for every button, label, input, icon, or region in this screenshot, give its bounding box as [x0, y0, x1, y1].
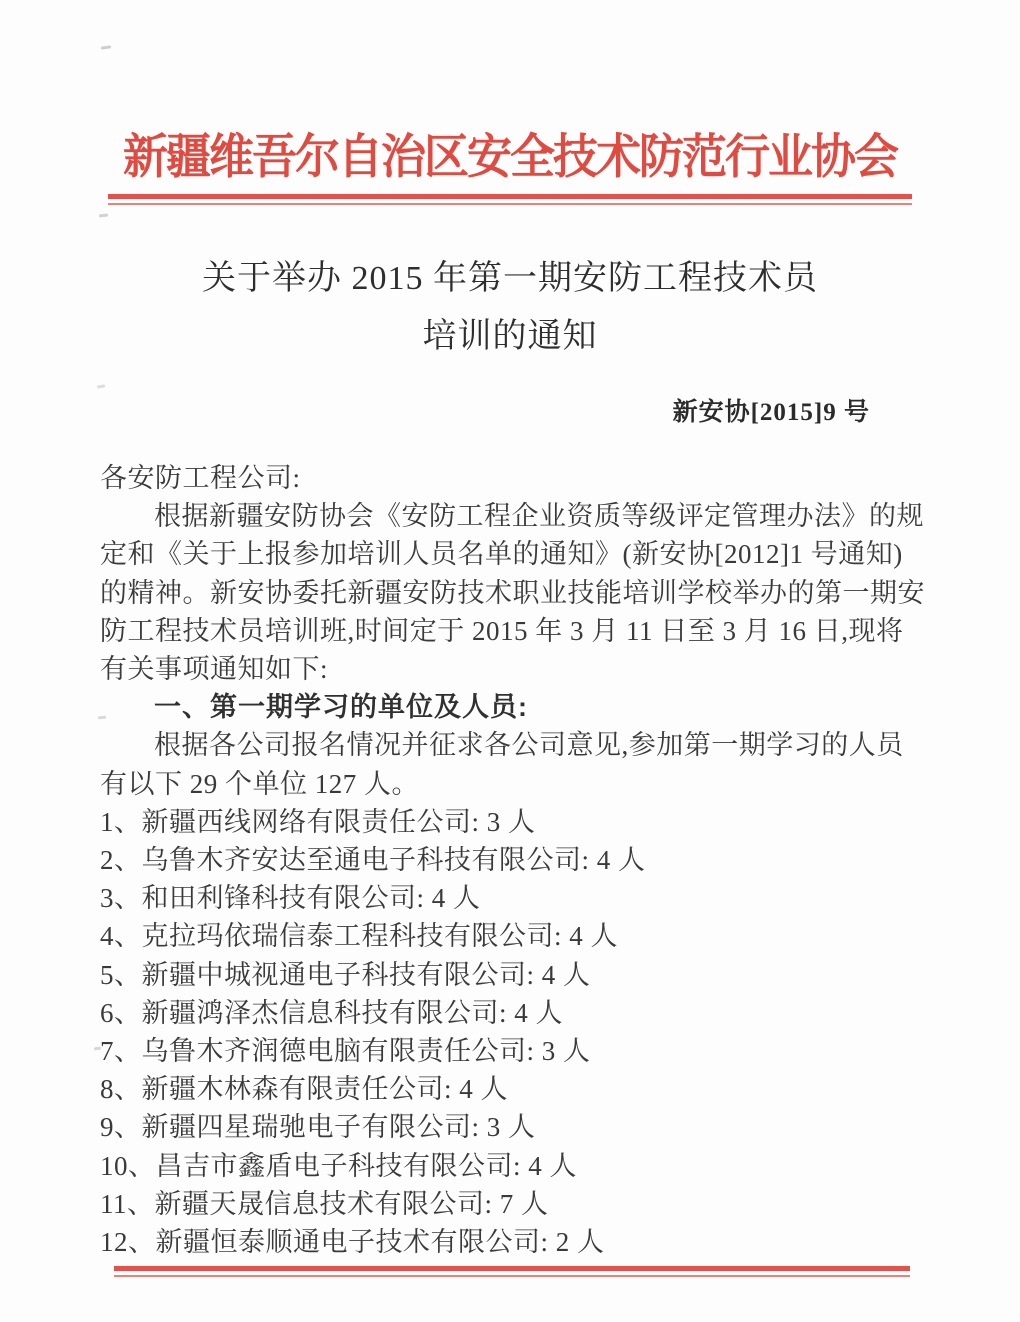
document-title-line-1: 关于举办 2015 年第一期安防工程技术员 — [202, 260, 818, 297]
list-item-12: 12、新疆恒泰顺通电子技术有限公司: 2 人 — [100, 1227, 605, 1258]
document-title-line-2: 培训的通知 — [422, 318, 598, 355]
scan-artifact — [99, 214, 108, 218]
list-item-7: 7、乌鲁木齐润德电脑有限责任公司: 3 人 — [100, 1036, 591, 1067]
list-item-9: 9、新疆四星瑞驰电子有限公司: 3 人 — [100, 1112, 536, 1143]
list-item-10: 10、昌吉市鑫盾电子科技有限公司: 4 人 — [100, 1150, 578, 1181]
list-item-11: 11、新疆天晟信息技术有限公司: 7 人 — [100, 1188, 549, 1219]
list-item-8: 8、新疆木林森有限责任公司: 4 人 — [100, 1074, 509, 1105]
document-title — [0, 250, 1020, 366]
document-body — [100, 459, 925, 1261]
list-item-5: 5、新疆中城视通电子科技有限公司: 4 人 — [100, 959, 591, 990]
section-heading: 一、第一期学习的单位及人员: — [154, 692, 528, 723]
footer-divider-rule — [114, 1266, 910, 1277]
paragraph-line: 有关事项通知如下: — [100, 654, 329, 685]
paragraph-line: 有以下 29 个单位 127 人。 — [100, 768, 419, 799]
paragraph-line: 定和《关于上报参加培训人员名单的通知》(新安协[2012]1 号通知) — [100, 539, 903, 570]
list-item-1: 1、新疆西线网络有限责任公司: 3 人 — [100, 806, 536, 837]
document-number: 新安协[2015]9 号 — [672, 399, 870, 426]
scan-artifact — [101, 45, 111, 49]
paragraph-line: 的精神。新安协委托新疆安防技术职业技能培训学校举办的第一期安 — [100, 577, 925, 608]
paragraph-line: 根据各公司报名情况并征求各公司意见,参加第一期学习的人员 — [154, 730, 904, 761]
paragraph-line: 防工程技术员培训班,时间定于 2015 年 3 月 11 日至 3 月 16 日,现将 — [100, 615, 904, 646]
scan-artifact — [97, 384, 105, 388]
list-item-2: 2、乌鲁木齐安达至通电子科技有限公司: 4 人 — [100, 845, 646, 876]
letterhead-divider-rule — [108, 194, 912, 205]
list-item-4: 4、克拉玛依瑞信泰工程科技有限公司: 4 人 — [100, 921, 619, 952]
list-item-6: 6、新疆鸿泽杰信息科技有限公司: 4 人 — [100, 997, 564, 1028]
letterhead-title: 新疆维吾尔自治区安全技术防范行业协会 — [122, 130, 897, 184]
salutation-line: 各安防工程公司: — [100, 463, 301, 493]
paragraph-line: 根据新疆安防协会《安防工程企业资质等级评定管理办法》的规 — [154, 501, 924, 532]
list-item-3: 3、和田利锋科技有限公司: 4 人 — [100, 883, 481, 914]
